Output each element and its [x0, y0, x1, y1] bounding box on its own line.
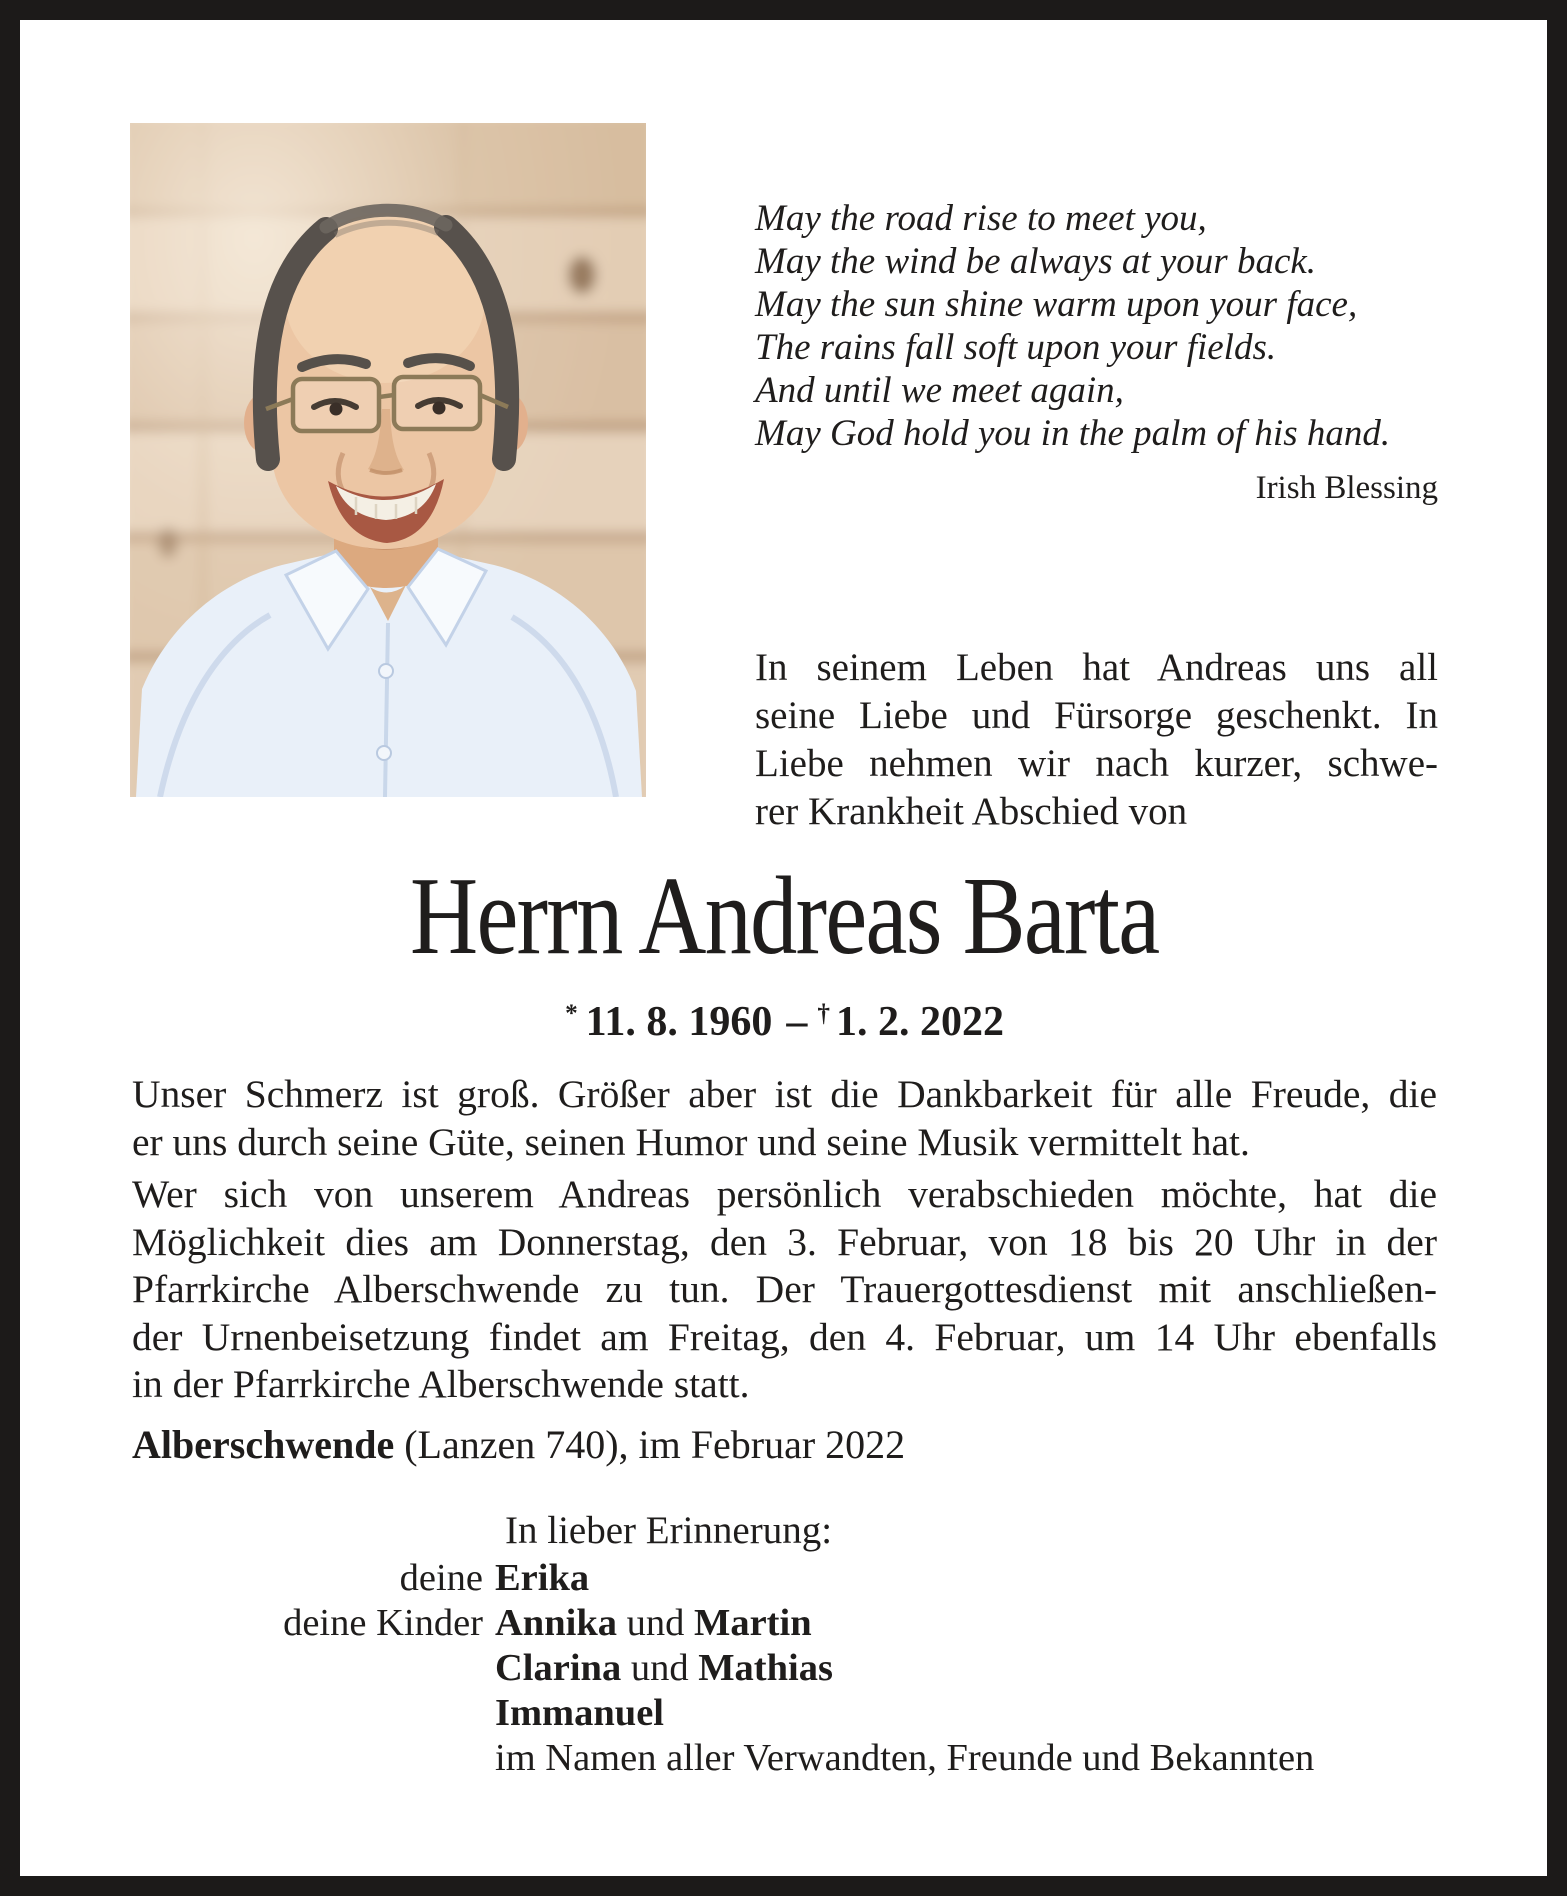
portrait-photo — [130, 123, 646, 797]
text-line: seine Liebe und Fürsorge geschenkt. In — [755, 694, 1438, 737]
portrait-illustration — [130, 123, 646, 797]
relative-names — [495, 1691, 1437, 1736]
remembrance-row — [132, 1601, 1437, 1646]
death-date: 1. 2. 2022 — [835, 998, 1004, 1045]
text-line: in der Pfarrkirche Alberschwende statt. — [132, 1362, 750, 1406]
relation-label: deine Kinder — [283, 1602, 483, 1644]
text-line: And until we meet again, — [755, 370, 1124, 411]
life-dates — [132, 988, 1437, 1048]
intro-paragraph — [755, 644, 1438, 836]
relation-label — [132, 1691, 495, 1736]
blessing-poem — [755, 197, 1438, 510]
dates-dash: – — [786, 998, 808, 1045]
text-line: der Urnenbeisetzung findet am Freitag, den 4. Februar, um 14 Uhr ebenfalls — [132, 1314, 1437, 1359]
remembrance-heading: In lieber Erinnerung: — [505, 1509, 833, 1552]
connector-text: und — [621, 1647, 699, 1689]
text-line: May the sun shine warm upon your face, — [755, 284, 1358, 325]
relative-name: Erika — [495, 1557, 590, 1599]
birth-date: 11. 8. 1960 — [585, 998, 773, 1045]
text-line: Möglichkeit dies am Donnerstag, den 3. Februar, von 18 bis 20 Uhr in der — [132, 1219, 1437, 1264]
text-line: May the wind be always at your back. — [755, 241, 1317, 282]
relation-label — [132, 1646, 495, 1691]
text-line: The rains fall soft upon your fields. — [755, 327, 1277, 368]
remembrance-row — [132, 1736, 1437, 1781]
relative-name: Clarina — [495, 1647, 622, 1689]
relative-name: Annika — [495, 1602, 617, 1644]
blessing-lines — [755, 197, 1438, 455]
text-line: In seinem Leben hat Andreas uns all — [755, 646, 1438, 689]
text-line: Liebe nehmen wir nach kurzer, schwe- — [755, 742, 1438, 785]
blessing-attribution: Irish Blessing — [1255, 470, 1438, 506]
text-line: Unser Schmerz ist groß. Größer aber ist die Dankbarkeit für alle Freude, die — [132, 1072, 1437, 1116]
gratitude-paragraph — [132, 1071, 1437, 1166]
birth-star-symbol: * — [565, 1000, 578, 1027]
relation-label — [132, 1736, 495, 1781]
text-line: May the road rise to meet you, — [755, 198, 1207, 239]
text-line: rer Krankheit Abschied von — [755, 790, 1188, 833]
place-name: Alberschwende — [132, 1422, 395, 1467]
text-line: er uns durch seine Güte, seinen Humor und seine Musik vermittelt hat. — [132, 1119, 1250, 1164]
place-dateline — [132, 1420, 1437, 1470]
place-rest: (Lanzen 740), im Februar 2022 — [394, 1422, 906, 1467]
relative-name: Martin — [694, 1602, 812, 1644]
remembrance-row — [132, 1556, 1437, 1601]
relative-names — [495, 1736, 1437, 1781]
text-line: May God hold you in the palm of his hand. — [755, 413, 1391, 454]
relative-names — [495, 1601, 1437, 1646]
funeral-details-paragraph — [132, 1171, 1437, 1409]
remembrance-row — [132, 1691, 1437, 1736]
deceased-name-wrap — [132, 853, 1437, 985]
connector-text: und — [617, 1602, 694, 1644]
text-line: Wer sich von unserem Andreas persönlich verabschieden möchte, hat die — [132, 1172, 1437, 1216]
relative-names — [495, 1556, 1437, 1601]
relative-names — [495, 1646, 1437, 1691]
remembrance-row — [132, 1646, 1437, 1691]
death-dagger-symbol: † — [817, 1000, 830, 1027]
relative-name: Mathias — [698, 1647, 833, 1689]
remembrance-rows — [132, 1556, 1437, 1781]
deceased-name: Herrn Andreas Barta — [410, 855, 1159, 978]
connector-text: im Namen aller Verwandten, Freunde und Bekannten — [495, 1737, 1315, 1779]
text-line: Pfarrkirche Alberschwende zu tun. Der Trauergottesdienst mit anschließen- — [132, 1267, 1437, 1311]
relation-label: deine — [399, 1557, 483, 1599]
relative-name: Immanuel — [495, 1692, 664, 1734]
